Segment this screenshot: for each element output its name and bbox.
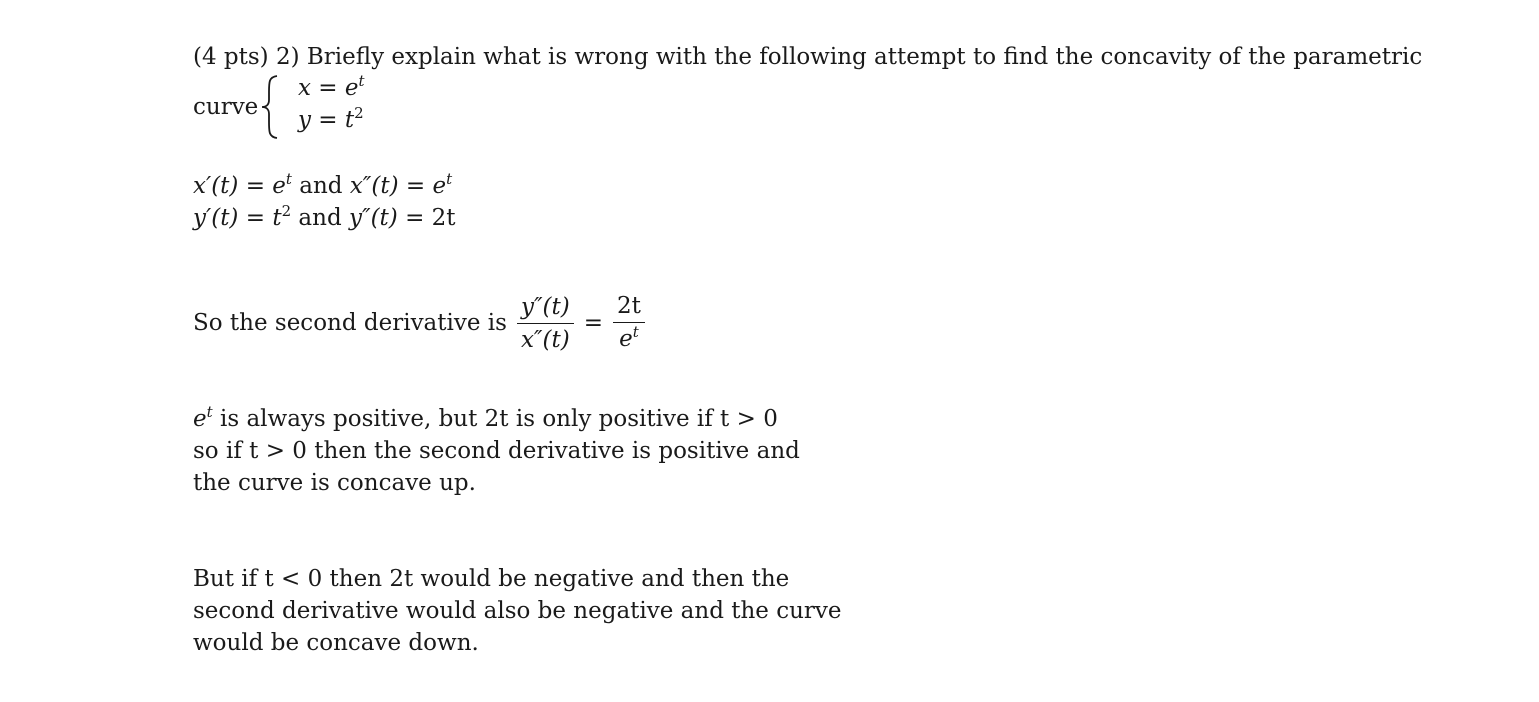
equals-sign: = (583, 310, 604, 336)
para1-line3: the curve is concave up. (193, 470, 476, 496)
left-brace (259, 74, 281, 140)
para2-line2: second derivative would also be negative and the curve (193, 598, 842, 624)
system-row-x: $x = e^t$ (298, 72, 365, 101)
derivative-line-x: $x'(t) = e^t$ and $x''(t) = e^t$ (193, 170, 453, 199)
para2-line3: would be concave down. (193, 630, 479, 656)
para1-line2: so if t > 0 then the second derivative is positive and (193, 438, 800, 464)
para1-line1: $e^t$ is always positive, but 2t is only positive if t > 0 (193, 403, 778, 432)
second-derivative-line (193, 288, 649, 358)
curve-label: curve (193, 94, 259, 120)
second-derivative-text: So the second derivative is (193, 310, 507, 336)
derivative-line-y: $y'(t) = t^2$ and y″(t) = 2t (193, 202, 456, 231)
fraction-2t-over-et: $\frac{2t}{e^t}$ (613, 290, 645, 357)
fraction-ypp-over-xpp: $\frac{y''(t)}{x''(t)}$ (517, 291, 574, 356)
question-line: (4 pts) 2) Briefly explain what is wrong with the following attempt to find the concavity of the parametric (193, 44, 1423, 70)
para2-line1: But if t < 0 then 2t would be negative and then the (193, 566, 790, 592)
system-row-y: $y = t^2$ (298, 104, 364, 133)
